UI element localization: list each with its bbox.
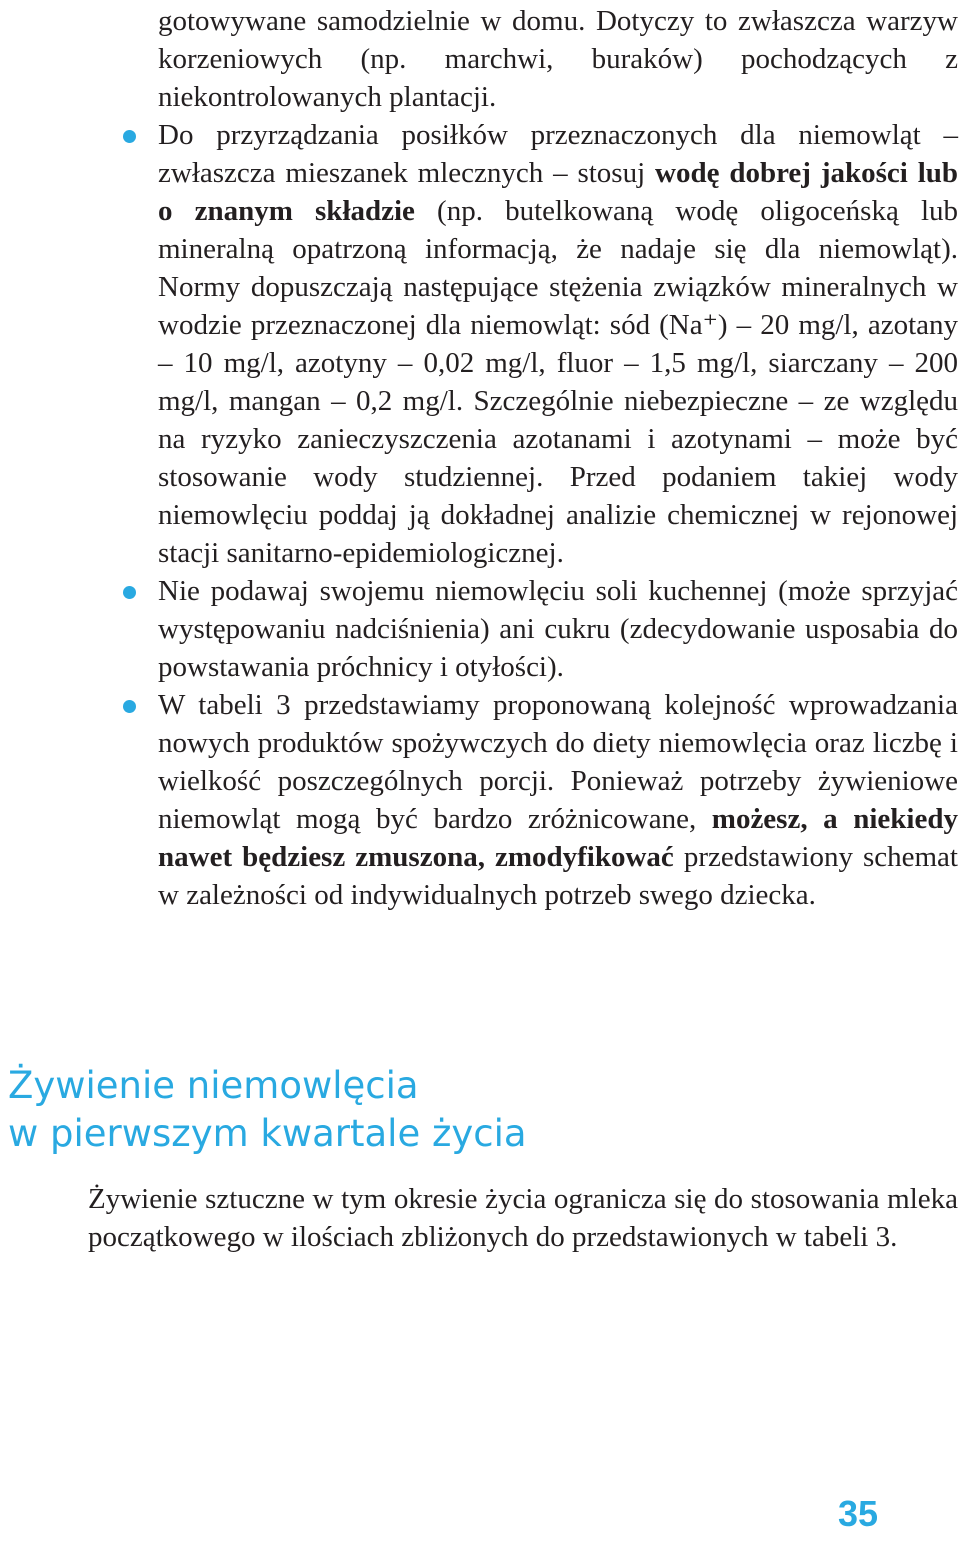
bullet-emphasis: wodę dobrej jakości lub o znanym składzie (158, 157, 959, 227)
section-heading-line: w pierwszym kwartale życia (8, 1112, 527, 1155)
bullet-dot-icon (123, 700, 136, 713)
bullet-dot-icon (123, 586, 136, 599)
section-intro: Żywienie sztuczne w tym okresie życia ogranicza się do stosowania mleka początkowego w ilościach zbliżonych do przedstawionych w tabeli 3. (88, 1183, 958, 1253)
page-number: 35 (838, 1493, 879, 1534)
section-heading-line: Żywienie niemowlęcia (8, 1064, 419, 1107)
bullet-item (158, 686, 958, 914)
bullet-dot-icon (123, 130, 136, 143)
bullet-text: W tabeli 3 przedstawiamy proponowaną kolejność wprowadzania nowych produktów spożywczych do diety niemowlęcia oraz liczbę i wielkość poszczególnych porcji. Ponieważ potrzeby żywieniowe niemowląt mogą być bardzo zróżnicowane, (158, 689, 958, 835)
bullet-text: Nie podawaj swojemu niemowlęciu soli kuchennej (może sprzyjać występowaniu nadciśnienia) ani cukru (zdecydowanie usposabia do powstawania próchnicy i otyłości). (158, 575, 958, 683)
bullet-text: przedstawiony schemat w zależności od indywidualnych potrzeb swego dziecka. (158, 841, 958, 911)
bullet-item (158, 116, 958, 572)
bullet-item (158, 572, 958, 686)
section-heading (8, 1062, 908, 1158)
bullet-text: Do przyrządzania posiłków przeznaczonych dla niemowląt – zwłaszcza mieszanek mlecznych – stosuj (158, 119, 958, 189)
bullet-list (158, 2, 958, 914)
bullet-text: (np. butelkowaną wodę oligoceńską lub mineralną opatrzoną informacją, że nadaje się dla niemowląt). Normy dopuszczają następujące stężenia związków mineralnych w wodzie przeznaczonej dla niemowląt: sód (Na⁺) – 20 mg/l, azotany – 10 mg/l, azotyny – 0,02 mg/l, fluor – 1,5 mg/l, siarczany – 200 mg/l, mangan – 0,2 mg/l. Szczególnie niebezpieczne – ze względu na ryzyko zanieczyszczenia azotanami i azotynami – może być stosowanie wody studziennej. Przed podaniem takiej wody niemowlęciu poddaj ją dokładnej analizie chemicznej w rejonowej stacji sanitarno-epidemiologicznej. (158, 195, 959, 569)
bullet-emphasis: możesz, a niekiedy nawet będziesz zmuszona, zmodyfikować (158, 803, 958, 873)
bullet-item (158, 2, 958, 116)
bullet-text: gotowywane samodzielnie w domu. Dotyczy to zwłaszcza warzyw korzeniowych (np. marchwi, buraków) pochodzących z niekontrolowanych plantacji. (158, 5, 958, 113)
